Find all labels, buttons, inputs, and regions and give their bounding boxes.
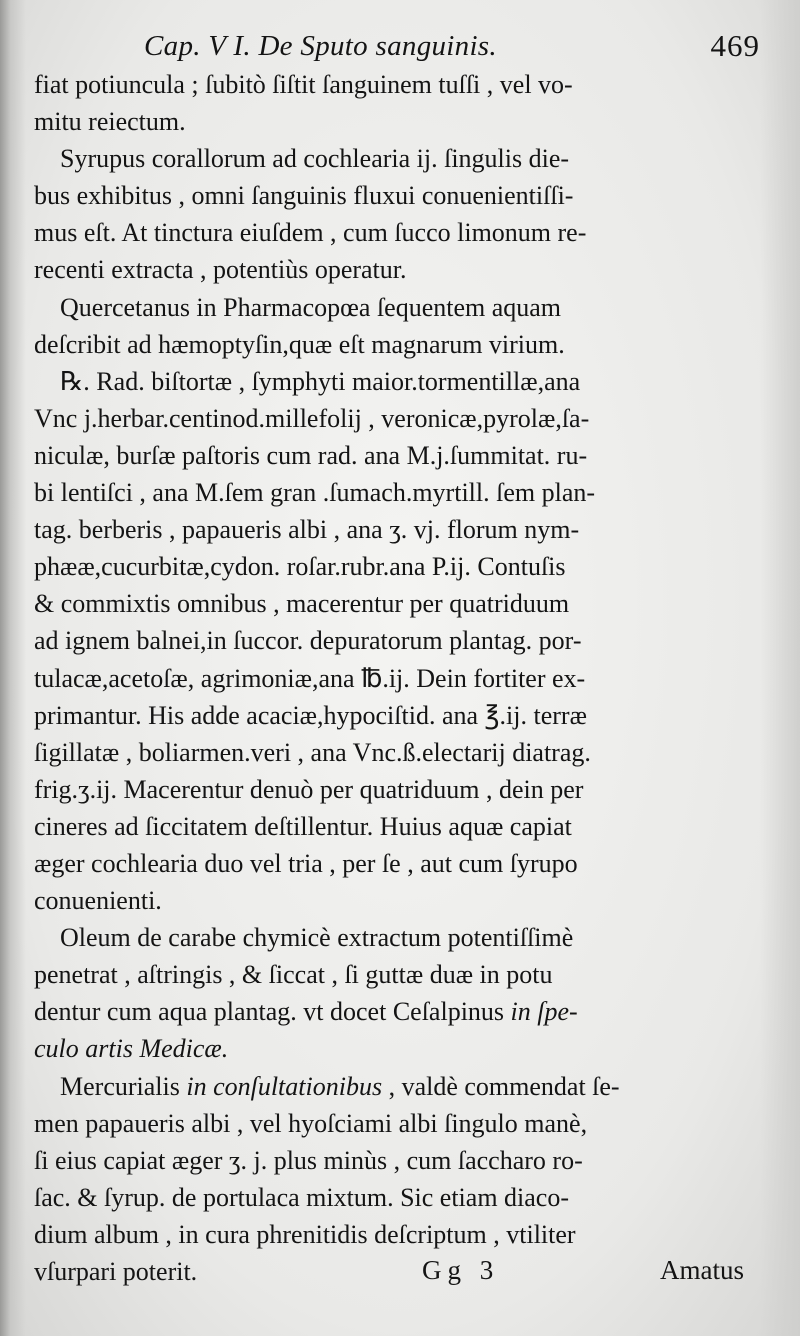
text-line	[34, 919, 734, 956]
text-line	[34, 1142, 734, 1179]
text-segment: phææ,cucurbitæ,cydon. roſar.rubr.ana P.ij. Contuſis	[34, 552, 566, 582]
text-line	[34, 177, 734, 214]
signature-mark: Gg 3	[422, 1255, 500, 1285]
text-line	[34, 882, 734, 919]
text-segment: frig.ʒ.ij. Macerentur denuò per quatriduum , dein per	[34, 774, 584, 804]
text-line	[34, 808, 734, 845]
text-segment: niculæ, burſæ paſtoris cum rad. ana M.j.ſummitat. ru-	[34, 440, 588, 470]
running-head: Cap. V I. De Sputo sanguinis.	[144, 30, 497, 62]
italic-text: in ſpe-	[510, 997, 578, 1027]
text-line	[34, 289, 734, 326]
text-line	[34, 326, 734, 363]
body-text	[34, 66, 734, 1290]
text-line	[34, 697, 734, 734]
text-line	[34, 363, 734, 400]
page-edge-shadow	[760, 0, 800, 1336]
text-line	[34, 1179, 734, 1216]
text-segment: dium album , in cura phrenitidis deſcriptum , vtiliter	[34, 1219, 576, 1249]
text-line	[34, 66, 734, 103]
text-line	[34, 622, 734, 659]
text-line	[34, 437, 734, 474]
text-line	[34, 251, 734, 288]
text-line	[34, 660, 734, 697]
text-segment: tulacæ,acetoſæ, agrimoniæ,ana ℔.ij. Dein fortiter ex-	[34, 663, 586, 693]
text-line	[34, 771, 734, 808]
text-segment: ℞. Rad. biſtortæ , ſymphyti maior.tormentillæ,ana	[60, 366, 581, 396]
text-line	[34, 548, 734, 585]
text-segment: Vnc j.herbar.centinod.millefolij , veronicæ,pyrolæ,ſa-	[34, 403, 590, 433]
text-segment: æger cochlearia duo vel tria , per ſe , aut cum ſyrupo	[34, 848, 578, 878]
text-segment: , valdè commendat ſe-	[382, 1071, 620, 1101]
text-segment: recenti extracta , potentiùs operatur.	[34, 255, 407, 285]
text-segment: Syrupus corallorum ad cochlearia ij. ſingulis die-	[60, 144, 570, 174]
italic-text: in conſultationibus	[186, 1071, 383, 1101]
text-line	[34, 1068, 734, 1105]
text-line	[34, 734, 734, 771]
text-segment: ſac. & ſyrup. de portulaca mixtum. Sic etiam diaco-	[34, 1182, 570, 1212]
text-line	[34, 214, 734, 251]
text-segment: dentur cum aqua plantag. vt docet Ceſalpinus	[34, 997, 511, 1027]
text-line	[34, 993, 734, 1030]
text-line	[34, 400, 734, 437]
text-segment: & commixtis omnibus , macerentur per quatriduum	[34, 589, 570, 619]
text-line	[34, 1105, 734, 1142]
page-number: 469	[710, 28, 760, 63]
text-segment: Oleum de carabe chymicè extractum potentiſſimè	[60, 923, 574, 953]
text-segment: tag. berberis , papaueris albi , ana ʒ. vj. florum nym-	[34, 515, 580, 545]
text-segment: bus exhibitus , omni ſanguinis fluxui conuenientiſſi-	[34, 181, 574, 211]
page-footer	[34, 1255, 744, 1299]
text-segment: ad ignem balnei,in ſuccor. depuratorum plantag. por-	[34, 626, 582, 656]
text-segment: conuenienti.	[34, 886, 162, 916]
text-line	[34, 474, 734, 511]
text-line	[34, 1216, 734, 1253]
text-segment: deſcribit ad hæmoptyſin,quæ eſt magnarum virium.	[34, 329, 565, 359]
text-segment: men papaueris albi , vel hyoſciami albi ſingulo manè,	[34, 1108, 588, 1138]
text-segment: bi lentiſci , ana M.ſem gran .ſumach.myrtill. ſem plan-	[34, 478, 596, 508]
page-gutter-shadow	[0, 0, 26, 1336]
text-line	[34, 140, 734, 177]
catchword: Amatus	[660, 1255, 744, 1285]
text-segment: mus eſt. At tinctura eiuſdem , cum ſucco limonum re-	[34, 218, 587, 248]
text-segment: mitu reiectum.	[34, 107, 186, 137]
text-line	[34, 511, 734, 548]
text-line	[34, 585, 734, 622]
text-segment: Mercurialis	[60, 1071, 187, 1101]
text-segment: ſigillatæ , boliarmen.veri , ana Vnc.ß.electarij diatrag.	[34, 737, 591, 767]
text-line	[34, 103, 734, 140]
italic-text: culo artis Medicæ.	[34, 1034, 229, 1064]
text-segment: Quercetanus in Pharmacopœa ſequentem aquam	[60, 292, 562, 322]
text-line	[34, 1030, 734, 1067]
text-line	[34, 956, 734, 993]
text-segment: ſi eius capiat æger ʒ. j. plus minùs , cum ſaccharo ro-	[34, 1145, 583, 1175]
page-header	[120, 26, 764, 70]
text-segment: primantur. His adde acaciæ,hypociſtid. ana ℥.ij. terræ	[34, 700, 587, 730]
text-line	[34, 845, 734, 882]
text-segment: vſurpari poterit.	[34, 1257, 198, 1286]
text-segment: fiat potiuncula ; ſubitò ſiſtit ſanguinem tuſſi , vel vo-	[34, 70, 573, 99]
text-segment: cineres ad ſiccitatem deſtillentur. Huius aquæ capiat	[34, 811, 572, 841]
text-segment: penetrat , aſtringis , & ſiccat , ſi guttæ duæ in potu	[34, 960, 553, 990]
